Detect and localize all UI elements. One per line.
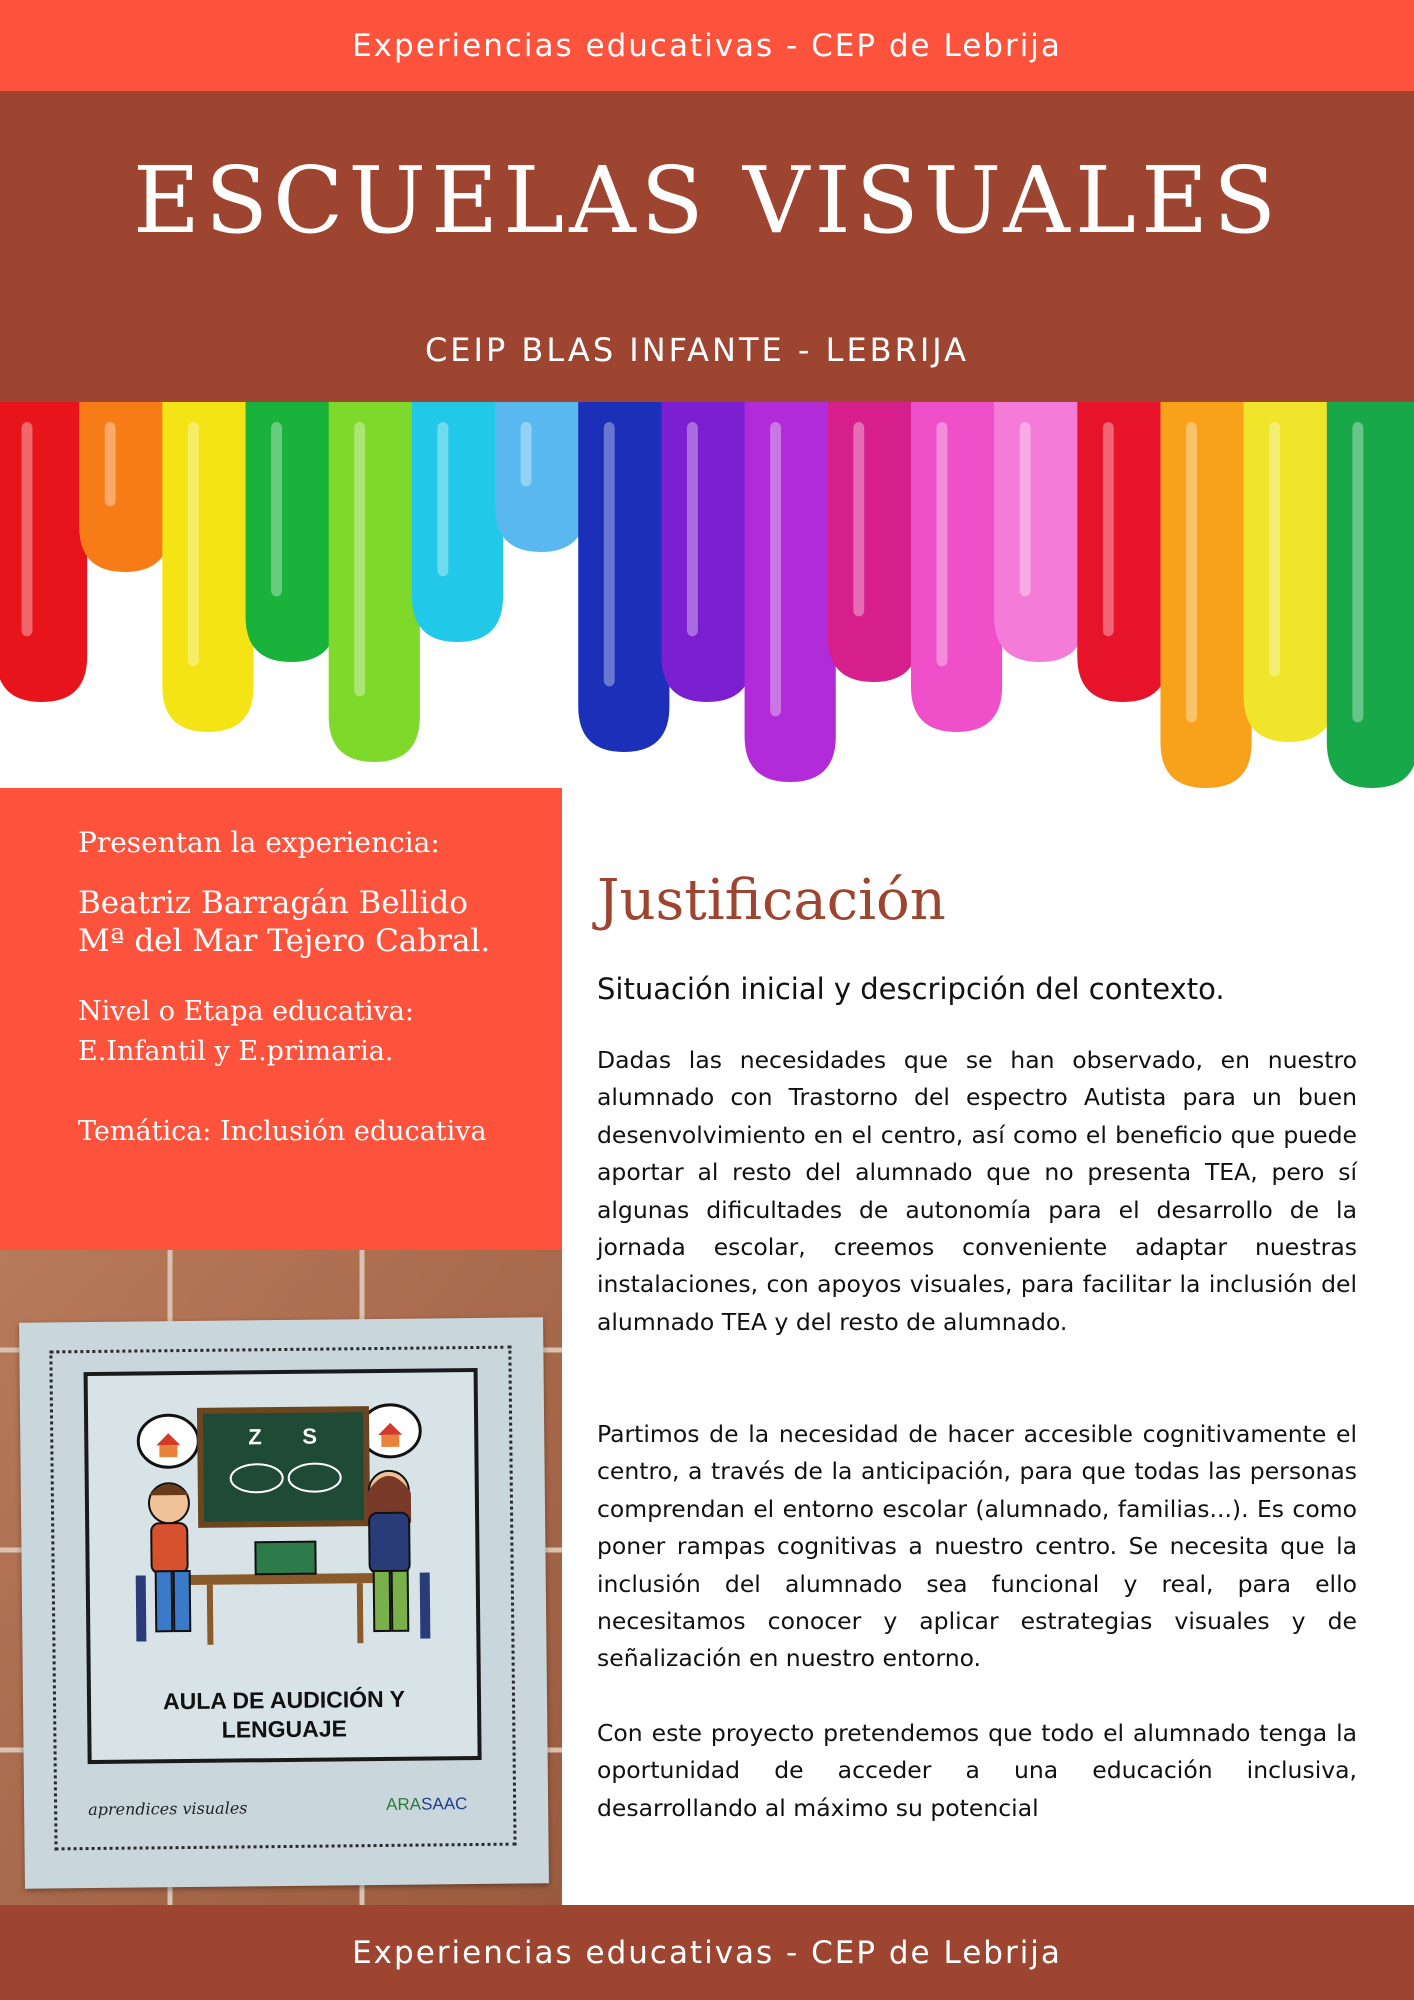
paint-drip-14 — [1077, 402, 1168, 702]
nivel-label: Nivel o Etapa educativa: — [78, 996, 414, 1027]
paint-drip-12 — [911, 402, 1002, 732]
paragraph-1: Dadas las necesidades que se han observado, en nuestro alumnado con Trastorno del espectro Autista para un buen desenvolvimiento en el centro, así como el beneficio que puede aportar al resto del alumnado que no presenta TEA, pero sí algunas dificultades de autonomía para el desarrollo de la jornada escolar, creemos conveniente adaptar nuestras instalaciones, con apoyos visuales, para facilitar la inclusión del alumnado TEA y del resto de alumnado. — [597, 1046, 1357, 1336]
svg-text:S: S — [302, 1423, 318, 1449]
bottom-banner — [0, 1905, 1414, 2000]
paint-drip-11 — [828, 402, 919, 682]
paint-drip-10 — [745, 402, 836, 782]
paint-highlight-6 — [437, 422, 448, 576]
classroom-sign-photo — [0, 1250, 562, 1905]
top-banner-text: Experiencias educativas - CEP de Lebrija — [352, 27, 1062, 64]
section-heading: Justificación — [597, 868, 946, 933]
top-banner — [0, 0, 1414, 91]
paint-drip-image — [0, 402, 1414, 788]
sign-pictogram — [84, 1368, 482, 1764]
paint-highlight-16 — [1269, 422, 1280, 676]
paint-highlight-5 — [354, 422, 365, 696]
paint-highlight-1 — [22, 422, 33, 636]
paint-drip-3 — [162, 402, 253, 732]
nivel-block — [78, 992, 414, 1072]
paint-drip-17 — [1327, 402, 1414, 788]
authors — [78, 884, 490, 960]
sign-card — [19, 1317, 549, 1888]
paint-drip-13 — [994, 402, 1085, 662]
paint-highlight-17 — [1352, 422, 1363, 722]
section-subheading: Situación inicial y descripción del contexto. — [597, 972, 1225, 1006]
paint-drip-16 — [1244, 402, 1335, 742]
paint-drip-4 — [246, 402, 337, 662]
aprendices-visuales-logo: aprendices visuales — [88, 1798, 248, 1820]
paint-drips — [0, 402, 1414, 788]
paint-highlight-10 — [770, 422, 781, 716]
paint-highlight-3 — [188, 422, 199, 666]
arasaac-logo: ARASAAC — [386, 1794, 468, 1814]
page-title: ESCUELAS VISUALES — [132, 147, 1282, 254]
paint-highlight-13 — [1020, 422, 1031, 596]
speech-therapy-pictogram — [88, 1372, 477, 1676]
nivel-value: E.Infantil y E.primaria. — [78, 1036, 394, 1067]
paint-highlight-7 — [521, 422, 532, 486]
paint-highlight-4 — [271, 422, 282, 596]
paint-drip-2 — [79, 402, 170, 572]
author-2: Mª del Mar Tejero Cabral. — [78, 923, 491, 959]
chalkboard-icon — [200, 1409, 367, 1525]
title-band — [0, 91, 1414, 402]
sign-caption: AULA DE AUDICIÓN Y LENGUAJE — [162, 1685, 406, 1743]
justification-section — [597, 788, 1357, 1905]
presentan-label: Presentan la experiencia: — [78, 826, 440, 859]
paint-highlight-14 — [1103, 422, 1114, 636]
svg-text:Z: Z — [248, 1424, 262, 1450]
paint-highlight-15 — [1186, 422, 1197, 722]
paragraph-3: Con este proyecto pretendemos que todo el alumnado tenga la oportunidad de acceder a una educación inclusiva, desarrollando al máximo su potencial — [597, 1719, 1357, 1822]
paint-highlight-2 — [105, 422, 116, 506]
paint-highlight-12 — [936, 422, 947, 666]
school-subtitle: CEIP BLAS INFANTE - LEBRIJA — [424, 331, 970, 369]
paint-drip-15 — [1160, 402, 1251, 788]
author-1: Beatriz Barragán Bellido — [78, 885, 468, 921]
paint-drip-8 — [578, 402, 669, 752]
paint-highlight-8 — [604, 422, 615, 686]
bottom-banner-text: Experiencias educativas - CEP de Lebrija — [352, 1934, 1062, 1971]
paint-drip-6 — [412, 402, 503, 642]
paint-highlight-9 — [687, 422, 698, 636]
paint-drip-7 — [495, 402, 586, 552]
paragraph-2: Partimos de la necesidad de hacer accesible cognitivamente el centro, a través de la anticipación, para que todas las personas comprendan el entorno escolar (alumnado, familias...). Es como poner rampas cognitivas a nuestro centro. Se necesita que la inclusión del alumnado sea funcional y real, para ello necesitamos conocer y aplicar estrategias visuales y de señalización en nuestro entorno. — [597, 1420, 1357, 1673]
paint-drip-5 — [329, 402, 420, 762]
paint-drip-1 — [0, 402, 87, 702]
presenters-panel — [0, 788, 562, 1250]
paint-highlight-11 — [853, 422, 864, 616]
tematica: Temática: Inclusión educativa — [78, 1116, 487, 1147]
paint-drip-9 — [661, 402, 752, 702]
